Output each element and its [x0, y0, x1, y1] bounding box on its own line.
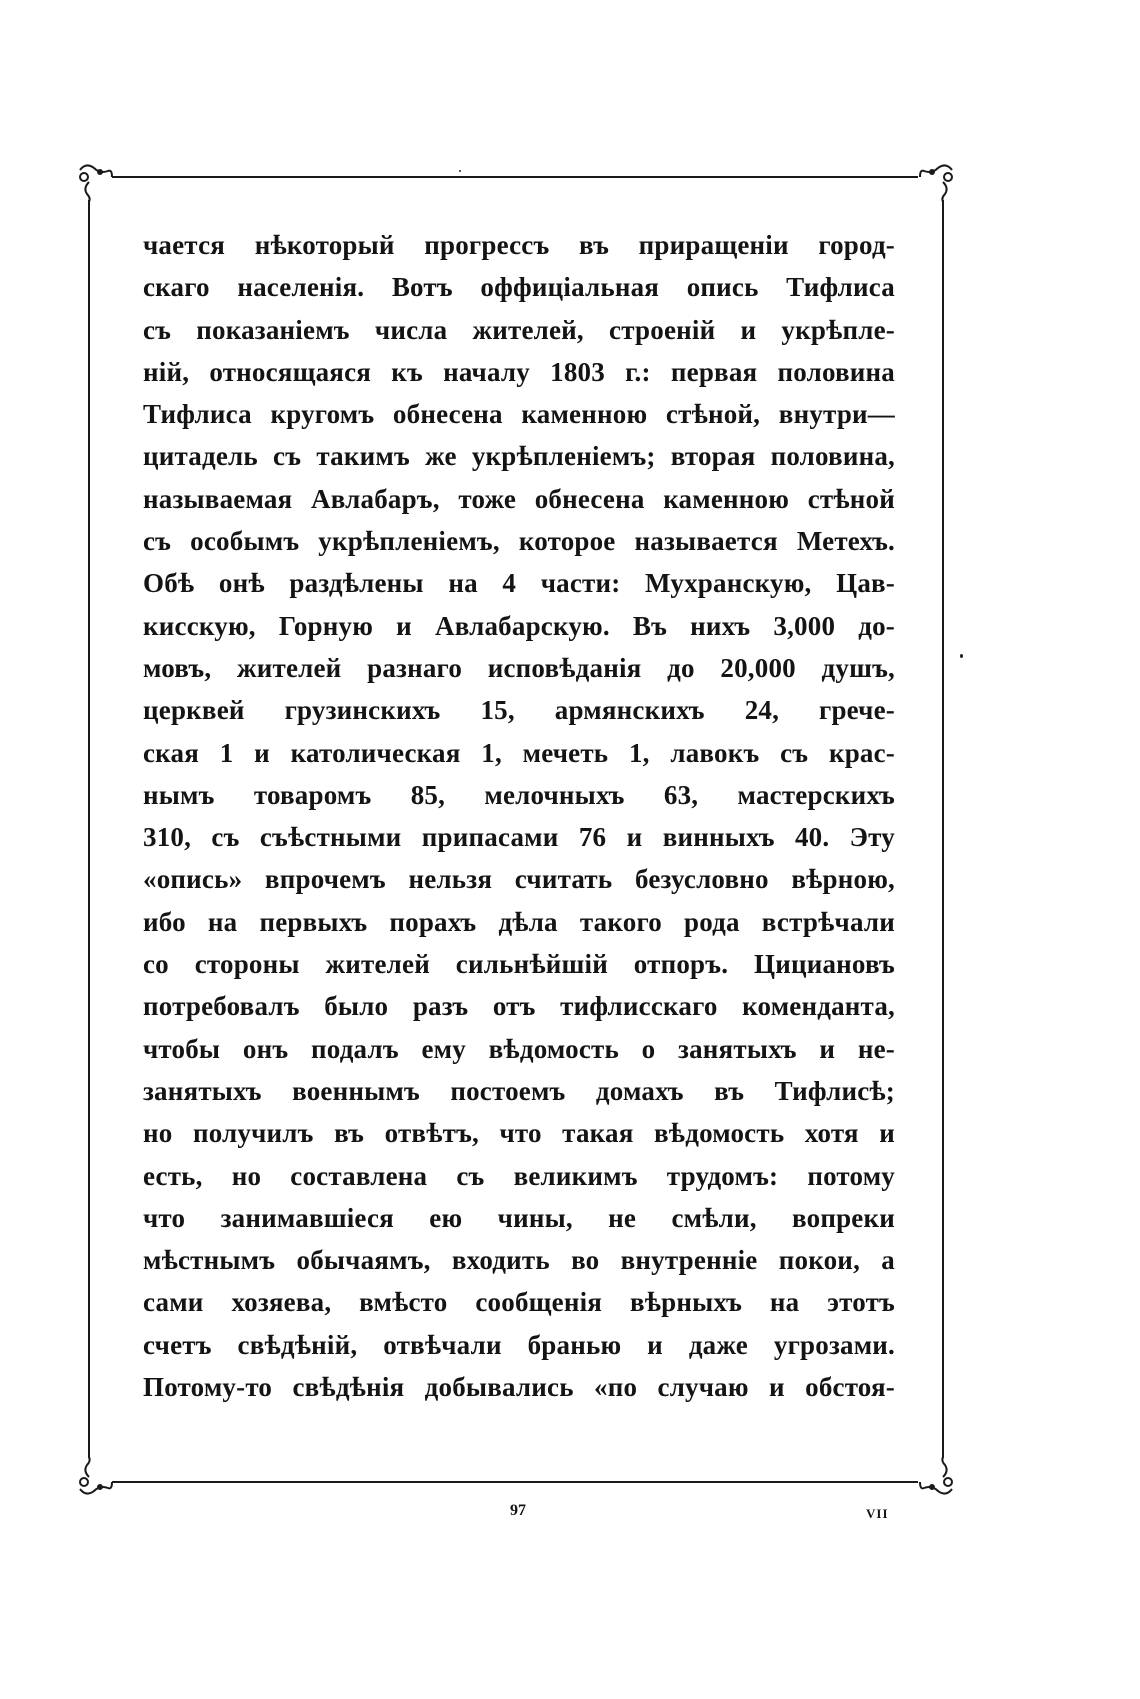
printing-speck — [459, 170, 461, 172]
text-line: Потому-то свѣдѣнія добывались «по случаю и обстоя- — [143, 1372, 895, 1403]
text-line: ній, относящаяся къ началу 1803 г.: первая половина — [143, 356, 895, 387]
text-line: счетъ свѣдѣній, отвѣчали бранью и даже угрозами. — [143, 1329, 895, 1360]
body-text — [143, 224, 895, 1408]
text-line: есть, но составлена съ великимъ трудомъ: потому — [143, 1160, 895, 1191]
text-line: потребовалъ было разъ отъ тифлисскаго коменданта, — [143, 991, 895, 1022]
text-line: со стороны жителей сильнѣйшій отпоръ. Цициановъ — [143, 949, 895, 980]
text-line: церквей грузинскихъ 15, армянскихъ 24, грече- — [143, 695, 895, 726]
text-line: ибо на первыхъ порахъ дѣла такого рода встрѣчали — [143, 906, 895, 937]
text-line: Тифлиса кругомъ обнесена каменною стѣной, внутри— — [143, 399, 895, 430]
corner-ornament-bottom-right — [920, 1457, 952, 1494]
corner-ornament-top-right — [920, 165, 952, 202]
printing-speck — [960, 654, 963, 658]
text-line: нымъ товаромъ 85, мелочныхъ 63, мастерскихъ — [143, 779, 895, 810]
text-line: чтобы онъ подалъ ему вѣдомость о занятыхъ и не- — [143, 1033, 895, 1064]
page-number: 97 — [510, 1502, 526, 1519]
text-line: чается нѣкоторый прогрессъ въ приращеніи город- — [143, 230, 895, 260]
text-line: цитадель съ такимъ же укрѣпленіемъ; вторая половина, — [143, 441, 895, 472]
text-line: но получилъ въ отвѣтъ, что такая вѣдомость хотя и — [143, 1118, 895, 1149]
text-line: называемая Авлабаръ, тоже обнесена каменною стѣной — [143, 483, 895, 514]
text-line: кисскую, Горную и Авлабарскую. Въ нихъ 3,000 до- — [143, 610, 895, 641]
text-line: съ показаніемъ числа жителей, строеній и укрѣпле- — [143, 314, 895, 345]
corner-ornament-bottom-left — [80, 1457, 112, 1494]
text-line: что занимавшіеся ею чины, не смѣли, вопреки — [143, 1202, 895, 1233]
text-line: сами хозяева, вмѣсто сообщенія вѣрныхъ на этотъ — [143, 1287, 895, 1318]
signature-mark: VII — [866, 1506, 889, 1521]
text-line: занятыхъ военнымъ постоемъ домахъ въ Тифлисѣ; — [143, 1075, 895, 1106]
text-line: мѣстнымъ обычаямъ, входить во внутренніе покои, а — [143, 1245, 895, 1276]
text-line: Обѣ онѣ раздѣлены на 4 части: Мухранскую, Цав- — [143, 568, 895, 599]
text-line: скаго населенія. Вотъ оффиціальная опись Тифлиса — [143, 272, 895, 303]
text-line: мовъ, жителей разнаго исповѣданія до 20,000 душъ, — [143, 652, 895, 683]
text-line: ская 1 и католическая 1, мечеть 1, лавокъ съ крас- — [143, 737, 895, 768]
corner-ornament-top-left — [80, 165, 112, 202]
text-line: 310, съ съѣстными припасами 76 и винныхъ 40. Эту — [143, 822, 895, 853]
text-line: съ особымъ укрѣпленіемъ, которое называется Метехъ. — [143, 526, 895, 557]
text-line: «опись» впрочемъ нельзя считать безусловно вѣрною, — [143, 864, 895, 895]
